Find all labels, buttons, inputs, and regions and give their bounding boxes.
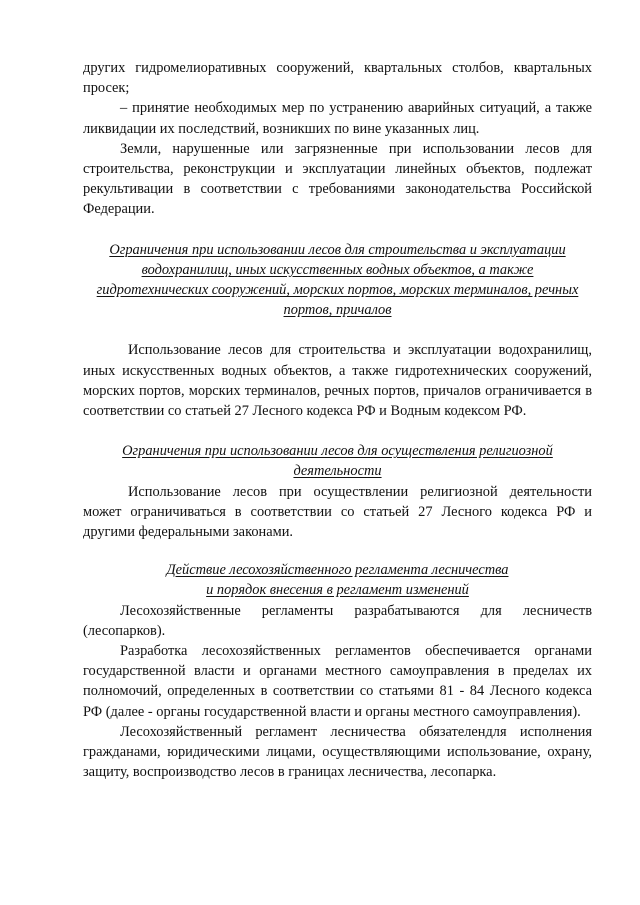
section3-paragraph-2: Разработка лесохозяйственных регламентов обеспечивается органами государственной власти и органами местного самоуправления в пределах их полномочий, определенных в соответствии со статьями 81 - 84 Лесного кодекса РФ (далее - органы государственной власти и органы местного самоуправления). [83,643,592,720]
section-heading-linear-water-objects [83,240,592,321]
section1-paragraph-1: Использование лесов для строительства и эксплуатации водохранилищ, иных искусственных водных объектов, а также гидротехнических сооружений, морских портов, морских терминалов, речных портов, причалов ограничивается в соответствии со статьей 27 Лесного кодекса РФ и Водным кодексом РФ. [83,342,592,420]
section2-paragraph-1: Использование лесов при осуществлении религиозной деятельности может ограничиваться в соответствии со статьей 27 Лесного кодекса РФ и другими федеральными законами. [83,483,592,541]
intro-paragraph-2: – принятие необходимых мер по устранению аварийных ситуаций, а также ликвидации их последствий, возникших по вине указанных лиц. [83,100,592,137]
heading-line: портов, причалов [283,302,392,319]
heading-line: Действие лесохозяйственного регламента лесничества [166,562,509,579]
heading-line: водохранилищ, иных искусственных водных объектов, а также [141,261,534,278]
heading-line: Ограничения при использовании лесов для осуществления религиозной [122,443,553,460]
intro-paragraph-1: других гидромелиоративных сооружений, квартальных столбов, квартальных просек; [83,60,592,97]
heading-line: деятельности [293,463,382,480]
heading-line: гидротехнических сооружений, морских портов, морских терминалов, речных [96,282,579,299]
section-heading-religious-activity [83,441,592,481]
intro-paragraph-3: Земли, нарушенные или загрязненные при использовании лесов для строительства, реконструкции и эксплуатации линейных объектов, подлежат рекультивации в соответствии с требованиями законодательства Российской Федерации. [83,140,592,218]
heading-line: Ограничения при использовании лесов для строительства и эксплуатации [109,241,566,258]
section3-paragraph-3: Лесохозяйственный регламент лесничества обязателендля исполнения гражданами, юридическими лицами, осуществляющими использование, охрану, защиту, воспроизводство лесов в границах лесничества, лесопарка. [83,723,592,781]
section-heading-regulation-validity [83,560,592,600]
heading-line: и порядок внесения в регламент изменений [206,582,469,599]
section3-paragraph-1: Лесохозяйственные регламенты разрабатываются для лесничеств (лесопарков). [83,602,592,639]
